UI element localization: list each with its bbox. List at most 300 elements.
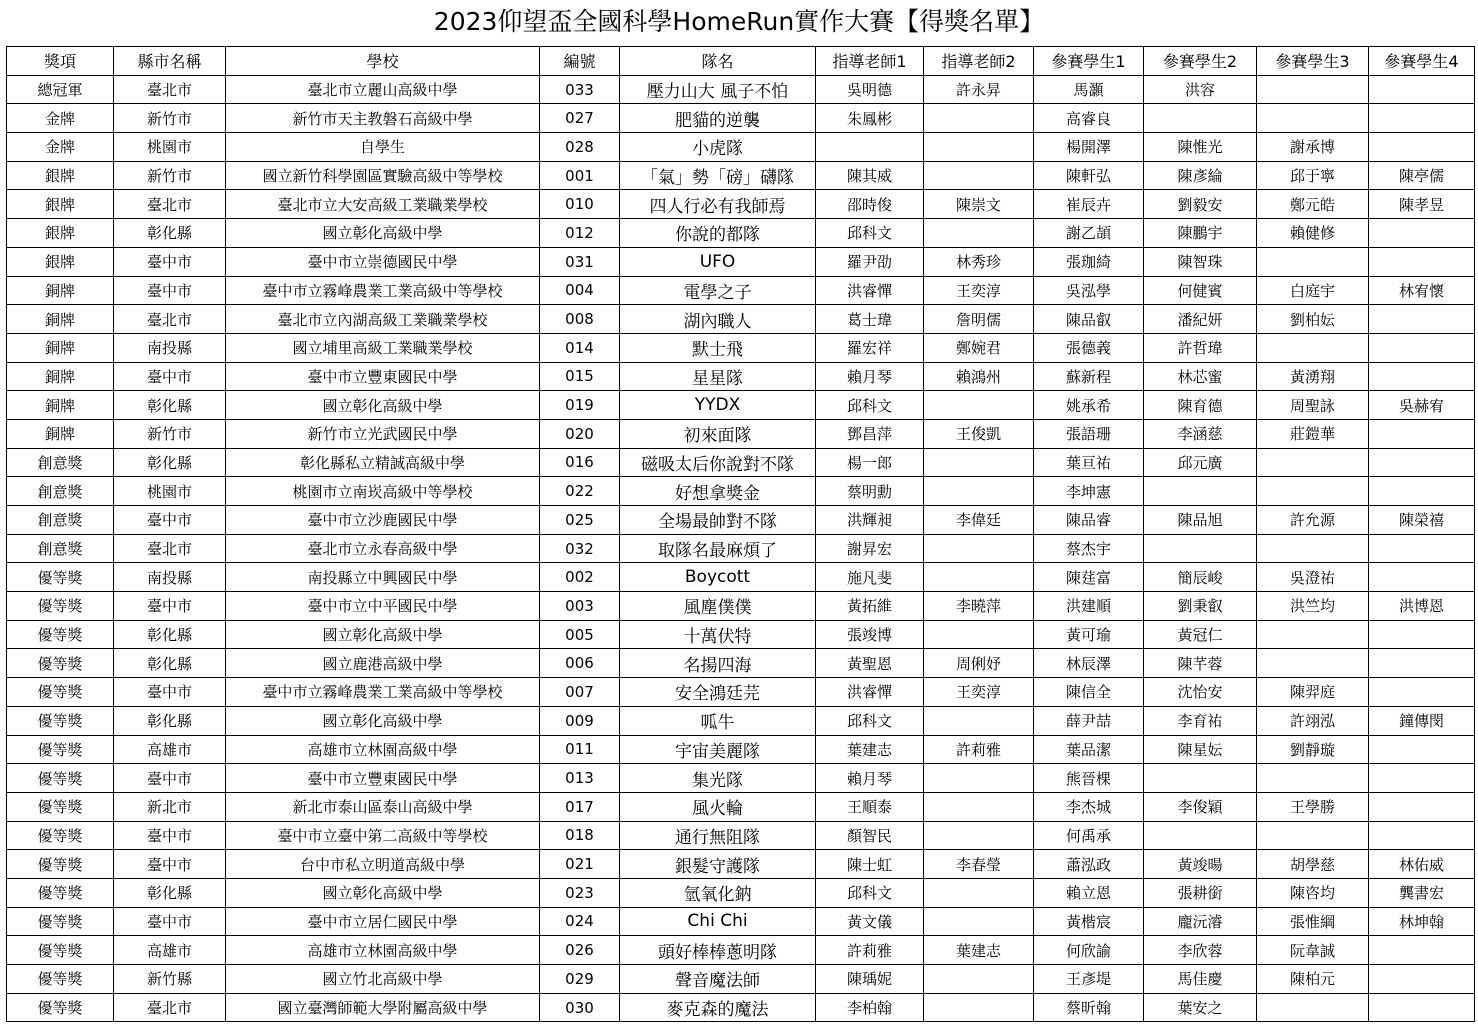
cell-student-2: 陳惟光 — [1144, 133, 1257, 162]
cell-county: 臺北市 — [114, 75, 226, 104]
cell-student-4: 陳孝昱 — [1369, 190, 1475, 219]
cell-number: 026 — [540, 936, 620, 965]
cell-student-2: 李俊穎 — [1144, 792, 1257, 821]
cell-student-3 — [1257, 993, 1369, 1022]
cell-advisor-1: 施凡斐 — [816, 563, 924, 592]
cell-student-3: 阮韋誠 — [1257, 936, 1369, 965]
cell-advisor-2 — [924, 219, 1034, 248]
cell-team: 小虎隊 — [620, 133, 816, 162]
cell-county: 臺北市 — [114, 534, 226, 563]
cell-award: 銀牌 — [7, 161, 114, 190]
cell-award: 總冠軍 — [7, 75, 114, 104]
cell-student-3 — [1257, 764, 1369, 793]
cell-advisor-1: 陳其威 — [816, 161, 924, 190]
table-body — [7, 75, 1475, 1022]
table-row — [7, 993, 1475, 1022]
cell-advisor-2: 李春瑩 — [924, 850, 1034, 879]
cell-student-3: 洪竺均 — [1257, 592, 1369, 621]
cell-advisor-2: 李曉萍 — [924, 592, 1034, 621]
cell-school: 南投縣立中興國民中學 — [226, 563, 540, 592]
cell-team: 風塵僕僕 — [620, 592, 816, 621]
cell-student-3 — [1257, 448, 1369, 477]
cell-student-1: 李坤憲 — [1034, 477, 1144, 506]
cell-award: 優等獎 — [7, 993, 114, 1022]
cell-advisor-1: 邱科文 — [816, 219, 924, 248]
cell-student-1: 張珈綺 — [1034, 247, 1144, 276]
table-row — [7, 936, 1475, 965]
cell-team: 名揚四海 — [620, 649, 816, 678]
cell-county: 南投縣 — [114, 333, 226, 362]
table-row — [7, 649, 1475, 678]
cell-award: 銅牌 — [7, 333, 114, 362]
cell-award: 銅牌 — [7, 276, 114, 305]
cell-school: 國立彰化高級中學 — [226, 620, 540, 649]
cell-student-3: 吳澄祐 — [1257, 563, 1369, 592]
cell-school: 臺北市立大安高級工業職業學校 — [226, 190, 540, 219]
cell-county: 新竹市 — [114, 419, 226, 448]
cell-student-2: 李欣蓉 — [1144, 936, 1257, 965]
cell-school: 國立鹿港高級中學 — [226, 649, 540, 678]
table-row — [7, 965, 1475, 994]
table-row — [7, 821, 1475, 850]
cell-student-3: 張惟綱 — [1257, 907, 1369, 936]
cell-school: 臺中市立居仁國民中學 — [226, 907, 540, 936]
cell-award: 優等獎 — [7, 850, 114, 879]
cell-school: 國立竹北高級中學 — [226, 965, 540, 994]
table-row — [7, 305, 1475, 334]
cell-advisor-2 — [924, 878, 1034, 907]
cell-award: 優等獎 — [7, 907, 114, 936]
cell-advisor-2 — [924, 764, 1034, 793]
cell-advisor-1: 羅尹劭 — [816, 247, 924, 276]
cell-advisor-2 — [924, 792, 1034, 821]
cell-advisor-1: 葉建志 — [816, 735, 924, 764]
cell-county: 臺中市 — [114, 362, 226, 391]
cell-student-1: 張德義 — [1034, 333, 1144, 362]
cell-advisor-2 — [924, 448, 1034, 477]
cell-number: 025 — [540, 506, 620, 535]
cell-team: 頭好棒棒蔥明隊 — [620, 936, 816, 965]
cell-student-2 — [1144, 534, 1257, 563]
cell-school: 臺中市立中平國民中學 — [226, 592, 540, 621]
cell-student-1: 黃可瑜 — [1034, 620, 1144, 649]
table-row — [7, 706, 1475, 735]
table-row — [7, 276, 1475, 305]
cell-student-1: 葉亘祐 — [1034, 448, 1144, 477]
cell-student-3 — [1257, 534, 1369, 563]
cell-county: 臺北市 — [114, 190, 226, 219]
cell-student-1: 薛尹喆 — [1034, 706, 1144, 735]
cell-student-2: 陳育德 — [1144, 391, 1257, 420]
cell-number: 019 — [540, 391, 620, 420]
cell-student-3: 黃湧翔 — [1257, 362, 1369, 391]
cell-county: 臺中市 — [114, 907, 226, 936]
cell-team: 星星隊 — [620, 362, 816, 391]
cell-advisor-2 — [924, 477, 1034, 506]
cell-advisor-2: 鄭婉君 — [924, 333, 1034, 362]
cell-award: 優等獎 — [7, 936, 114, 965]
cell-school: 高雄市立林園高級中學 — [226, 735, 540, 764]
table-row — [7, 850, 1475, 879]
cell-award: 銀牌 — [7, 247, 114, 276]
cell-team: 銀髮守護隊 — [620, 850, 816, 879]
cell-number: 003 — [540, 592, 620, 621]
cell-student-4 — [1369, 104, 1475, 133]
cell-number: 017 — [540, 792, 620, 821]
cell-student-1: 高睿良 — [1034, 104, 1144, 133]
cell-county: 桃園市 — [114, 133, 226, 162]
cell-award: 創意獎 — [7, 477, 114, 506]
cell-award: 銀牌 — [7, 219, 114, 248]
cell-team: 通行無阻隊 — [620, 821, 816, 850]
cell-team: 全場最帥對不隊 — [620, 506, 816, 535]
cell-student-2: 張耕銜 — [1144, 878, 1257, 907]
cell-advisor-1: 賴月琴 — [816, 362, 924, 391]
cell-advisor-1: 羅宏祥 — [816, 333, 924, 362]
cell-advisor-1: 黃拓維 — [816, 592, 924, 621]
cell-student-4: 陳榮禧 — [1369, 506, 1475, 535]
cell-number: 027 — [540, 104, 620, 133]
cell-student-2: 林芯蜜 — [1144, 362, 1257, 391]
cell-number: 030 — [540, 993, 620, 1022]
cell-team: 安全鴻廷芫 — [620, 678, 816, 707]
cell-student-4 — [1369, 477, 1475, 506]
cell-county: 高雄市 — [114, 735, 226, 764]
cell-team: 麥克森的魔法 — [620, 993, 816, 1022]
cell-student-4: 洪博恩 — [1369, 592, 1475, 621]
cell-county: 新竹市 — [114, 161, 226, 190]
cell-advisor-1 — [816, 133, 924, 162]
cell-student-2: 沈怡安 — [1144, 678, 1257, 707]
cell-team: 你說的都隊 — [620, 219, 816, 248]
cell-team: 宇宙美麗隊 — [620, 735, 816, 764]
cell-award: 優等獎 — [7, 592, 114, 621]
cell-number: 022 — [540, 477, 620, 506]
table-header — [7, 47, 1475, 76]
table-row — [7, 735, 1475, 764]
cell-team: 聲音魔法師 — [620, 965, 816, 994]
cell-team: 風火輪 — [620, 792, 816, 821]
cell-county: 桃園市 — [114, 477, 226, 506]
cell-student-4 — [1369, 936, 1475, 965]
cell-advisor-1: 謝昇宏 — [816, 534, 924, 563]
cell-award: 優等獎 — [7, 821, 114, 850]
cell-advisor-2 — [924, 563, 1034, 592]
cell-number: 032 — [540, 534, 620, 563]
cell-student-3 — [1257, 247, 1369, 276]
cell-advisor-2 — [924, 907, 1034, 936]
cell-award: 優等獎 — [7, 649, 114, 678]
cell-number: 014 — [540, 333, 620, 362]
cell-student-1: 姚承希 — [1034, 391, 1144, 420]
column-header-award: 獎項 — [7, 47, 114, 76]
cell-county: 臺中市 — [114, 506, 226, 535]
cell-student-1: 葉品潔 — [1034, 735, 1144, 764]
cell-county: 彰化縣 — [114, 448, 226, 477]
table-row — [7, 506, 1475, 535]
cell-student-1: 熊晉棵 — [1034, 764, 1144, 793]
cell-number: 028 — [540, 133, 620, 162]
cell-award: 優等獎 — [7, 620, 114, 649]
cell-student-3: 陳柏元 — [1257, 965, 1369, 994]
cell-student-3 — [1257, 75, 1369, 104]
cell-advisor-1: 葛士瑋 — [816, 305, 924, 334]
cell-county: 臺中市 — [114, 678, 226, 707]
cell-county: 臺中市 — [114, 821, 226, 850]
cell-student-2: 黃冠仁 — [1144, 620, 1257, 649]
cell-student-3: 許翊泓 — [1257, 706, 1369, 735]
cell-school: 桃園市立南崁高級中等學校 — [226, 477, 540, 506]
cell-student-1: 蔡昕翰 — [1034, 993, 1144, 1022]
cell-advisor-2 — [924, 534, 1034, 563]
cell-county: 臺中市 — [114, 764, 226, 793]
cell-team: 好想拿獎金 — [620, 477, 816, 506]
cell-student-2: 許哲瑋 — [1144, 333, 1257, 362]
column-header-county: 縣市名稱 — [114, 47, 226, 76]
cell-student-4 — [1369, 792, 1475, 821]
cell-school: 自學生 — [226, 133, 540, 162]
cell-student-3: 賴健修 — [1257, 219, 1369, 248]
cell-advisor-2 — [924, 391, 1034, 420]
table-row — [7, 419, 1475, 448]
cell-student-1: 王彥堤 — [1034, 965, 1144, 994]
cell-advisor-1: 蔡明勳 — [816, 477, 924, 506]
cell-student-3: 白庭宇 — [1257, 276, 1369, 305]
cell-advisor-2 — [924, 706, 1034, 735]
table-row — [7, 878, 1475, 907]
cell-student-2: 簡辰峻 — [1144, 563, 1257, 592]
cell-advisor-2: 周俐妤 — [924, 649, 1034, 678]
cell-county: 南投縣 — [114, 563, 226, 592]
cell-advisor-1: 許莉雅 — [816, 936, 924, 965]
cell-number: 033 — [540, 75, 620, 104]
table-row — [7, 190, 1475, 219]
cell-number: 010 — [540, 190, 620, 219]
cell-student-4 — [1369, 75, 1475, 104]
cell-county: 彰化縣 — [114, 391, 226, 420]
cell-student-2 — [1144, 477, 1257, 506]
cell-school: 高雄市立林園高級中學 — [226, 936, 540, 965]
column-header-advisor-1: 指導老師1 — [816, 47, 924, 76]
cell-award: 銅牌 — [7, 305, 114, 334]
cell-student-1: 陳信全 — [1034, 678, 1144, 707]
cell-student-2: 黃竣暘 — [1144, 850, 1257, 879]
cell-student-4 — [1369, 419, 1475, 448]
table-row — [7, 764, 1475, 793]
table-row — [7, 333, 1475, 362]
cell-county: 彰化縣 — [114, 649, 226, 678]
cell-advisor-1: 黃文儀 — [816, 907, 924, 936]
cell-student-4 — [1369, 965, 1475, 994]
cell-advisor-2: 賴鴻州 — [924, 362, 1034, 391]
page-title: 2023仰望盃全國科學HomeRun實作大賽【得獎名單】 — [433, 7, 1045, 36]
cell-student-3: 王學勝 — [1257, 792, 1369, 821]
cell-student-2: 馬佳慶 — [1144, 965, 1257, 994]
cell-county: 臺北市 — [114, 305, 226, 334]
cell-student-1: 吳泓學 — [1034, 276, 1144, 305]
cell-county: 臺中市 — [114, 850, 226, 879]
cell-school: 國立彰化高級中學 — [226, 706, 540, 735]
cell-award: 銀牌 — [7, 190, 114, 219]
cell-number: 013 — [540, 764, 620, 793]
column-header-student-1: 參賽學生1 — [1034, 47, 1144, 76]
cell-student-2: 陳品旭 — [1144, 506, 1257, 535]
cell-school: 臺北市立麗山高級中學 — [226, 75, 540, 104]
cell-advisor-2: 王奕淳 — [924, 276, 1034, 305]
cell-student-1: 陳品睿 — [1034, 506, 1144, 535]
cell-student-2: 何健賓 — [1144, 276, 1257, 305]
cell-student-4 — [1369, 219, 1475, 248]
cell-county: 臺中市 — [114, 276, 226, 305]
cell-number: 008 — [540, 305, 620, 334]
cell-student-1: 賴立恩 — [1034, 878, 1144, 907]
cell-number: 018 — [540, 821, 620, 850]
cell-student-1: 林辰澤 — [1034, 649, 1144, 678]
column-header-advisor-2: 指導老師2 — [924, 47, 1034, 76]
cell-student-1: 謝乙頡 — [1034, 219, 1144, 248]
cell-student-1: 何禹承 — [1034, 821, 1144, 850]
cell-advisor-2 — [924, 104, 1034, 133]
cell-number: 012 — [540, 219, 620, 248]
table-row — [7, 534, 1475, 563]
cell-student-3: 謝承博 — [1257, 133, 1369, 162]
table-row — [7, 448, 1475, 477]
cell-advisor-1: 邱科文 — [816, 878, 924, 907]
cell-student-4 — [1369, 993, 1475, 1022]
cell-team: 電學之子 — [620, 276, 816, 305]
table-row — [7, 592, 1475, 621]
cell-student-4 — [1369, 448, 1475, 477]
cell-student-3 — [1257, 620, 1369, 649]
cell-advisor-2: 王奕淳 — [924, 678, 1034, 707]
cell-team: UFO — [620, 247, 816, 276]
cell-number: 005 — [540, 620, 620, 649]
cell-advisor-2: 許莉雅 — [924, 735, 1034, 764]
cell-number: 023 — [540, 878, 620, 907]
cell-advisor-1: 邱科文 — [816, 391, 924, 420]
cell-advisor-1: 黃聖恩 — [816, 649, 924, 678]
cell-county: 彰化縣 — [114, 878, 226, 907]
cell-student-4 — [1369, 362, 1475, 391]
cell-student-4: 吳赫宥 — [1369, 391, 1475, 420]
cell-advisor-2 — [924, 993, 1034, 1022]
column-header-number: 編號 — [540, 47, 620, 76]
header-row — [7, 47, 1475, 76]
column-header-student-3: 參賽學生3 — [1257, 47, 1369, 76]
cell-student-4 — [1369, 764, 1475, 793]
cell-award: 創意獎 — [7, 534, 114, 563]
cell-number: 021 — [540, 850, 620, 879]
cell-county: 彰化縣 — [114, 219, 226, 248]
cell-county: 彰化縣 — [114, 706, 226, 735]
cell-team: 默士飛 — [620, 333, 816, 362]
cell-advisor-1: 朱鳳彬 — [816, 104, 924, 133]
cell-county: 新竹市 — [114, 104, 226, 133]
cell-advisor-1: 顏智民 — [816, 821, 924, 850]
cell-student-3: 周聖詠 — [1257, 391, 1369, 420]
cell-school: 台中市私立明道高級中學 — [226, 850, 540, 879]
cell-student-4 — [1369, 678, 1475, 707]
cell-number: 006 — [540, 649, 620, 678]
cell-advisor-2: 李偉廷 — [924, 506, 1034, 535]
cell-school: 新竹市天主教磐石高級中學 — [226, 104, 540, 133]
cell-student-4: 龔書宏 — [1369, 878, 1475, 907]
cell-team: 氫氧化鈉 — [620, 878, 816, 907]
cell-number: 029 — [540, 965, 620, 994]
cell-county: 彰化縣 — [114, 620, 226, 649]
cell-student-1: 張語珊 — [1034, 419, 1144, 448]
cell-school: 臺中市立豐東國民中學 — [226, 362, 540, 391]
table-row — [7, 678, 1475, 707]
cell-team: 十萬伏特 — [620, 620, 816, 649]
cell-award: 優等獎 — [7, 706, 114, 735]
cell-student-2: 葉安之 — [1144, 993, 1257, 1022]
cell-school: 新北市泰山區泰山高級中學 — [226, 792, 540, 821]
cell-team: 四人行必有我師焉 — [620, 190, 816, 219]
cell-student-4 — [1369, 620, 1475, 649]
cell-school: 國立新竹科學園區實驗高級中等學校 — [226, 161, 540, 190]
cell-advisor-1: 楊一郎 — [816, 448, 924, 477]
cell-advisor-2 — [924, 965, 1034, 994]
cell-county: 臺中市 — [114, 592, 226, 621]
table-row — [7, 620, 1475, 649]
cell-team: YYDX — [620, 391, 816, 420]
cell-advisor-1: 李柏翰 — [816, 993, 924, 1022]
cell-advisor-2: 林秀珍 — [924, 247, 1034, 276]
cell-school: 國立彰化高級中學 — [226, 878, 540, 907]
cell-school: 彰化縣私立精誠高級中學 — [226, 448, 540, 477]
cell-team: 取隊名最麻煩了 — [620, 534, 816, 563]
cell-student-2: 李涵慈 — [1144, 419, 1257, 448]
cell-student-3 — [1257, 821, 1369, 850]
table-row — [7, 219, 1475, 248]
cell-advisor-2 — [924, 620, 1034, 649]
cell-advisor-1: 洪輝昶 — [816, 506, 924, 535]
cell-number: 016 — [540, 448, 620, 477]
cell-student-4 — [1369, 305, 1475, 334]
cell-student-3: 胡學慈 — [1257, 850, 1369, 879]
cell-student-4: 林佑威 — [1369, 850, 1475, 879]
cell-student-1: 李杰城 — [1034, 792, 1144, 821]
cell-student-3 — [1257, 333, 1369, 362]
cell-student-2: 洪容 — [1144, 75, 1257, 104]
cell-student-3: 劉靜璇 — [1257, 735, 1369, 764]
cell-advisor-2 — [924, 161, 1034, 190]
cell-student-2 — [1144, 104, 1257, 133]
cell-award: 創意獎 — [7, 506, 114, 535]
cell-advisor-2: 詹明儒 — [924, 305, 1034, 334]
cell-student-3 — [1257, 477, 1369, 506]
table-row — [7, 907, 1475, 936]
cell-county: 臺北市 — [114, 993, 226, 1022]
cell-number: 009 — [540, 706, 620, 735]
cell-student-1: 楊開澤 — [1034, 133, 1144, 162]
cell-student-4: 鐘傳閔 — [1369, 706, 1475, 735]
cell-student-3: 鄭元皓 — [1257, 190, 1369, 219]
cell-advisor-2 — [924, 133, 1034, 162]
cell-award: 金牌 — [7, 104, 114, 133]
cell-team: 湖內職人 — [620, 305, 816, 334]
cell-county: 高雄市 — [114, 936, 226, 965]
cell-advisor-1: 鄧昌萍 — [816, 419, 924, 448]
cell-student-1: 崔辰卉 — [1034, 190, 1144, 219]
cell-student-2 — [1144, 821, 1257, 850]
table-row — [7, 792, 1475, 821]
cell-team: 集光隊 — [620, 764, 816, 793]
cell-student-1: 黃楷宸 — [1034, 907, 1144, 936]
cell-school: 臺中市立豐東國民中學 — [226, 764, 540, 793]
cell-team: 「氣」勢「磅」礴隊 — [620, 161, 816, 190]
